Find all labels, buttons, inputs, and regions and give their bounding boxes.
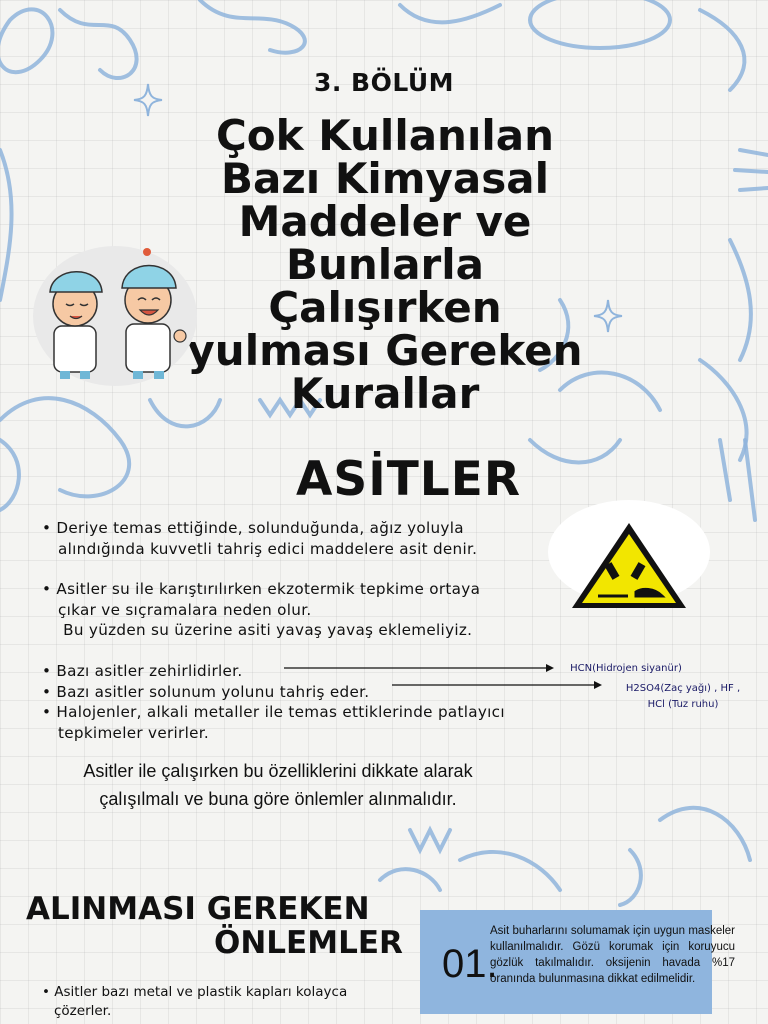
warning-badge — [548, 500, 710, 604]
page-title — [150, 111, 620, 418]
arrow-icon — [284, 662, 554, 674]
precautions-title — [26, 892, 403, 960]
title-line: ALINMASI GEREKEN — [26, 891, 370, 927]
step-number: 01. — [442, 942, 498, 986]
closing-line: Asitler ile çalışırken bu özelliklerini dikkate alarak — [83, 761, 473, 781]
acids-closing-note — [28, 757, 528, 813]
arrow-icon — [392, 679, 602, 691]
list-item-continuation: Bu yüzden su üzerine asiti yavaş yavaş eklemeliyiz. — [58, 621, 473, 639]
list-item: • Bazı asitler zehirlidirler. — [42, 661, 562, 682]
acid-example-note — [608, 681, 758, 713]
acids-title: ASİTLER — [296, 452, 522, 507]
title-line: ÖNLEMLER — [214, 925, 403, 961]
list-item-continuation: tepkimeler verirler. — [58, 723, 210, 742]
acids-bullet-list — [42, 518, 562, 559]
acids-bullet-list — [42, 579, 562, 641]
title-line: Maddeler ve — [238, 197, 532, 246]
acid-example-note: HCN(Hidrojen siyanür) — [570, 663, 682, 674]
list-item-continuation: alındığında kuvvetli tahriş edici maddelere asit denir. — [58, 539, 478, 558]
list-item: • Halojenler, alkali metaller ile temas ettiklerinde patlayıcı — [42, 702, 562, 723]
section-label: 3. BÖLÜM — [313, 68, 455, 97]
title-line: Kurallar — [290, 369, 480, 418]
note-line: H2SO4(Zaç yağı) , HF , — [625, 683, 741, 694]
list-item: • Asitler bazı metal ve plastik kapları kolayca — [42, 983, 402, 1002]
chemist-kids-illustration — [30, 236, 200, 386]
list-item-continuation: çıkar ve sıçramalara neden olur. — [58, 600, 312, 619]
note-line: HCl (Tuz ruhu) — [647, 699, 719, 710]
precaution-step-card — [420, 910, 735, 1014]
title-line: Bunlarla — [285, 240, 484, 289]
title-line: Bazı Kimyasal — [221, 154, 549, 203]
list-item: • Bazı asitler solunum yolunu tahriş eder. — [42, 682, 562, 703]
title-line: Çalışırken — [268, 283, 502, 332]
title-line: Çok Kullanılan — [215, 111, 554, 160]
corrosive-warning-icon — [568, 518, 690, 612]
list-item-continuation: çözerler. — [54, 1003, 112, 1019]
step-text: Asit buharlarını solumamak için uygun maskeler kullanılmalıdır. Gözü korumak için koruyucu gözlük takılmalıdır. oksijenin havada %17 oranında bulunmasına dikkat edilmelidir. — [490, 925, 735, 985]
list-item: • Asitler su ile karıştırılırken ekzotermik tepkime ortaya — [42, 579, 562, 600]
precautions-bullet-list — [42, 983, 402, 1021]
title-line: yulması Gereken — [187, 326, 583, 375]
list-item: • Deriye temas ettiğinde, solunduğunda, ağız yoluyla — [42, 518, 562, 539]
closing-line: çalışılmalı ve buna göre önlemler alınmalıdır. — [99, 789, 457, 809]
